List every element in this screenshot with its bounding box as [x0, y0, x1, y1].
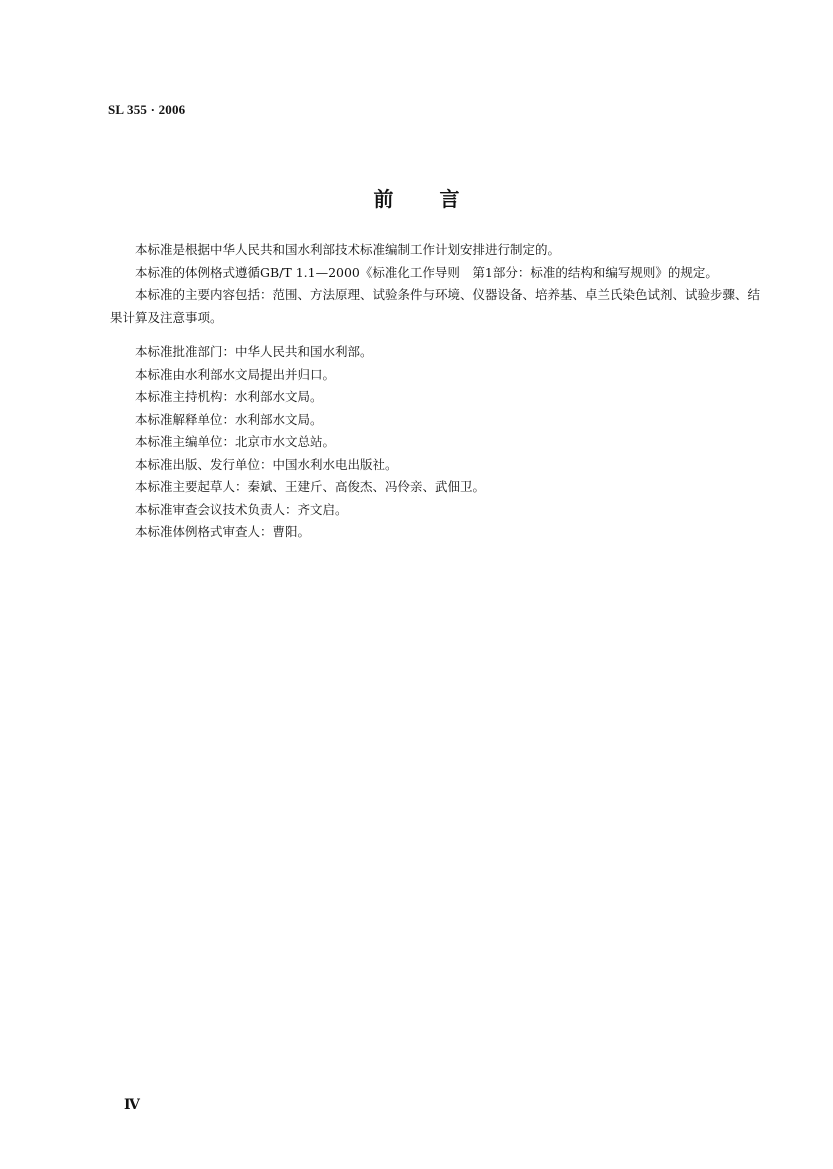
foreword-paragraph: 本标准是根据中华人民共和国水利部技术标准编制工作计划安排进行制定的。	[135, 242, 561, 257]
publisher-line: 本标准出版、发行单位：中国水利水电出版社。	[135, 456, 398, 472]
foreword-paragraph: 本标准的主要内容包括：范围、方法原理、试验条件与环境、仪器设备、培养基、卓兰氏染色试剂、试验步骤、结果计算及注意事项。	[110, 287, 761, 325]
chief-editor-line: 本标准主编单位：北京市水文总站。	[135, 434, 336, 449]
page-number: Ⅳ	[124, 1098, 140, 1113]
format-reviewer-line: 本标准体例格式审查人：曹阳。	[135, 524, 311, 539]
paragraph-gap	[110, 329, 760, 341]
document-code: SL 355 · 2006	[108, 102, 186, 117]
interpreter-line: 本标准解释单位：水利部水文局。	[135, 411, 323, 427]
drafters-line: 本标准主要起草人：秦斌、王建斤、高俊杰、冯伶亲、武佃卫。	[135, 479, 486, 494]
host-org-line: 本标准主持机构：水利部水文局。	[135, 389, 323, 404]
foreword-body	[110, 239, 760, 544]
approval-dept-line: 本标准批准部门：中华人民共和国水利部。	[135, 344, 373, 359]
review-lead-line: 本标准审查会议技术负责人：齐文启。	[135, 501, 348, 517]
proposer-line: 本标准由水利部水文局提出并归口。	[135, 366, 336, 382]
page-title: 前言	[373, 187, 506, 211]
foreword-paragraph: 本标准的体例格式遵循GB/T 1.1—2000《标准化工作导则 第1部分：标准的结构和编写规则》的规定。	[135, 264, 718, 280]
